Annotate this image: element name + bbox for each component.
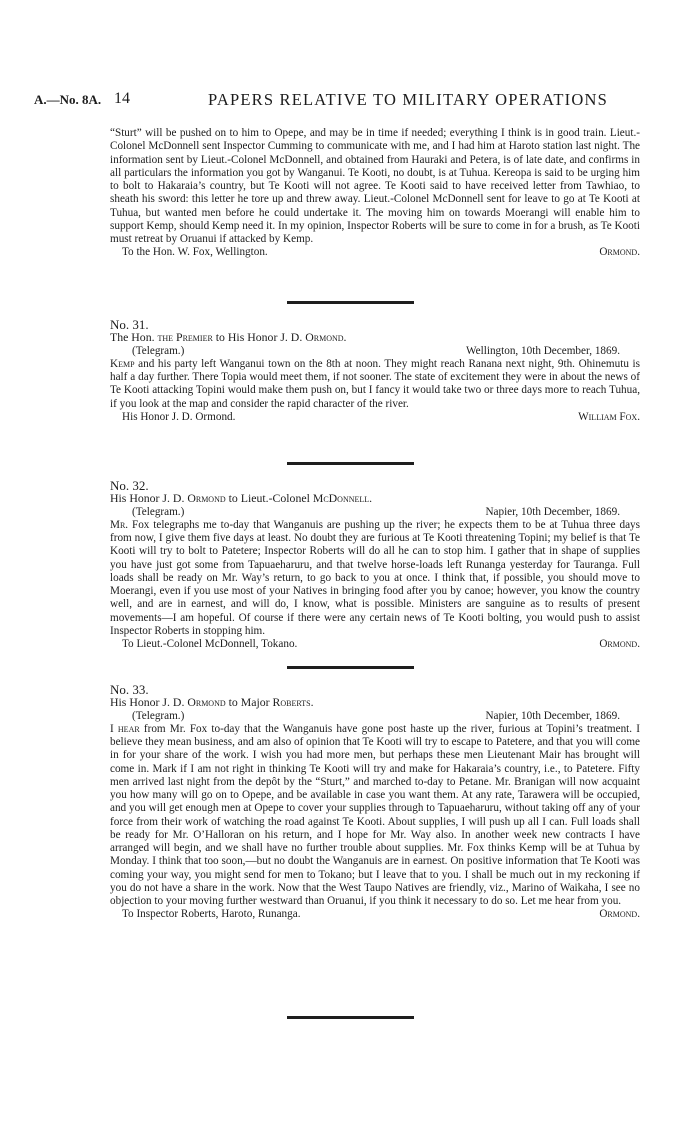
section-33 [110,683,640,922]
section-signature: William Fox. [578,410,640,423]
continuation-signoff [110,246,640,259]
telegram-label: (Telegram.) [132,344,185,357]
section-signoff [110,638,640,651]
section-number: No. 33. [110,682,149,697]
section-number: No. 31. [110,317,149,332]
section-addressing: His Honor J. D. Ormond to Lieut.-Colonel McDonnell. [110,491,373,506]
section-32 [110,479,640,651]
telegram-label: (Telegram.) [132,709,185,722]
telegram-line [110,506,640,519]
page-header [34,90,674,110]
page-number: 14 [114,90,130,107]
section-31 [110,318,640,424]
section-body: Mr. Fox telegraphs me to-day that Wanganuis are pushing up the river; he expects them to be at Tuhua three days from now, I give them five days at least. No doubt they are furious at Te Kooti threatening Topini; my belief is that Te Kooti will try to bolt to Patetere; Inspector Roberts will do all he can to stop him. I gather that in shape of supplies you have just got some from Tapuaeharuru, and that twelve horse-loads left Runanga yesterday for Tauranga. Full loads shall be ready on Mr. Way’s return, to go back to you at once. I think that, if possible, you should move to Moerangi, even if you use most of your Natives in bringing food after you by canoe; however, you know the country well, and are in earnest, and will do, I know, what is possible. Ministers are sanguine as to results of present movements—I am hopeful. Of course if there were any certain news of Te Kooti bolting, you would push to assist Inspector Roberts in stopping him. [110,518,640,637]
section-divider [287,1016,414,1019]
section-body: Kemp and his party left Wanganui town on the 8th at noon. They might reach Ranana next night, 9th. Ohinemutu is half a day further. There Topia would meet them, if not sooner. The state of excitement they were in about the news of Te Kooti attacking Topini would make them push on, but I fancy it would take two or three days more to reach Tuhua, if you look at the map and consider the rapid character of the river. [110,357,640,410]
section-signoff [110,411,640,424]
section-body: I hear from Mr. Fox to-day that the Wanganuis have gone post haste up the river, furious at Topini’s treatment. I believe they mean business, and am also of opinion that Te Kooti will try to escape to Patetere, and that you will come in for your share of the work. I wish you had more men, but perhaps these men Lieutenant Mair has brought will come in. Mark if I am not right in thinking Te Kooti will try and make for Hakaraia’s country, i.e., to Patetere. Fifty men arrived last night from the depôt by the “Sturt,” and marched to-day to Petane. Mr. Branigan will now acquaint you how many will go on to Opepe, and be available in case you want them. At any rate, Tarawera will be occupied, and you will get enough men at Opepe to cover your supplies through to Tapuaeharuru, without taking off any of your force from their work of watching the road against Te Kooti. About supplies, I will push up all I can. Full loads shall be ready for Mr. O’Halloran on his return, and I hope for Mr. Way also. In another week new contracts I have arranged will begin, and we shall have no further trouble about supplies. Mr. Fox thinks Kemp will be at Tuhua by Monday. I think that too soon,—but no doubt the Wanganuis are in earnest. On positive information that Te Kooti was coming your way, you might send for men to Tokano; but I leave that to you. I shall be much out in my reckoning if you do not have a share in the work. Now that the West Taupo Natives are friendly, viz., Marino of Waikaha, I see no objection to your moving further westward than Oruanui, if you think it necessary to do so. Let me hear from you. [110,722,640,907]
section-addressing: His Honor J. D. Ormond to Major Roberts. [110,695,314,710]
section-addressee: To Lieut.-Colonel McDonnell, Tokano. [122,638,298,650]
continuation-addressee: To the Hon. W. Fox, Wellington. [122,246,268,259]
section-number: No. 32. [110,478,149,493]
section-divider [287,301,414,304]
continuation-block [110,127,640,260]
section-signoff [110,908,640,921]
document-reference: A.—No. 8A. [34,92,102,107]
section-divider [287,462,414,465]
continuation-body: “Sturt” will be pushed on to him to Opepe, and may be in time if needed; everything I think is in good train. Lieut.-Colonel McDonnell sent Inspector Cumming to communicate with me, and I had him at Haroto station last night. The information sent by Lieut.-Colonel McDonnell, and obtained from Hauraki and Petera, is of late date, and confirms in all particulars the information you got by Wanganui. Te Kooti, no doubt, is at Tuhua. Kereopa is said to be urging him to bolt to Hakaraia’s country, but Te Kooti will not agree. Te Kooti said to have received letter from Tawhiao, to sheath his sword: this letter he tore up and threw away. Lieut.-Colonel McDonnell sent for leave to go at Te Kooti at Tuhua, but wanted men before he could undertake it. The moving him on towards Moerangi will enable him to support Kemp, should Kemp need it. In my opinion, Inspector Roberts will be sure to come in for a brush, as Te Kooti must retreat by Oruanui if attacked by Kemp. [110,127,640,245]
telegram-label: (Telegram.) [132,505,185,518]
telegram-line [110,710,640,723]
page-title: PAPERS RELATIVE TO MILITARY OPERATIONS [208,90,608,109]
section-addressing: The Hon. the Premier to His Honor J. D. Ormond. [110,330,347,345]
section-addressee: To Inspector Roberts, Haroto, Runanga. [122,908,301,921]
section-signature: Ormond. [599,908,640,921]
section-divider [287,666,414,669]
telegram-line [110,345,640,358]
place-date: Wellington, 10th December, 1869. [466,344,620,357]
continuation-signature: Ormond. [599,246,640,259]
section-signature: Ormond. [599,638,640,650]
place-date: Napier, 10th December, 1869. [485,709,620,722]
place-date: Napier, 10th December, 1869. [485,505,620,518]
section-addressee: His Honor J. D. Ormond. [122,410,236,423]
